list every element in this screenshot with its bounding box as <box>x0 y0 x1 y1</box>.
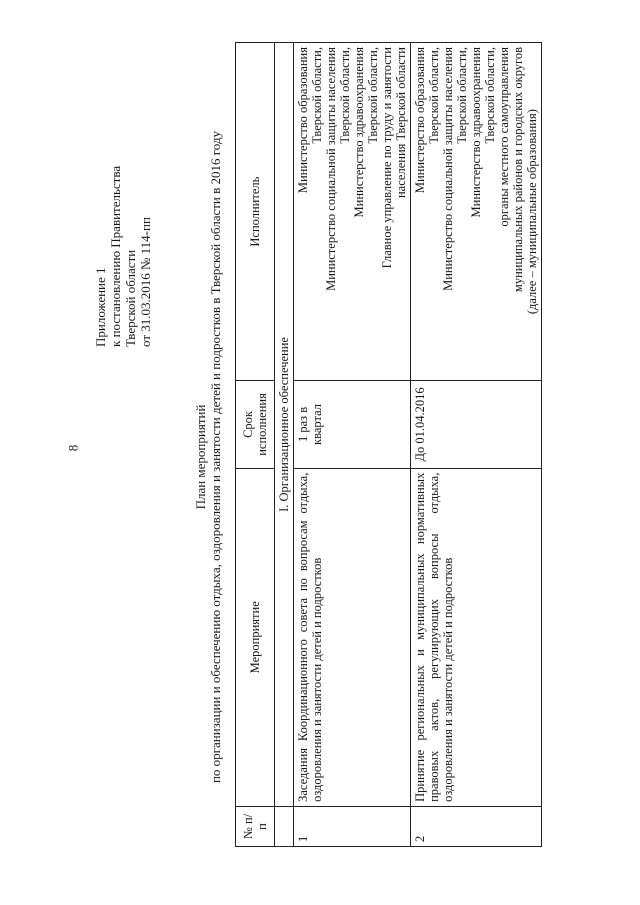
row-activity: Принятие региональных и муниципальных нормативных правовых актов, регулирующих вопросы отдыха, оздоровления и занятости детей и подростков <box>411 468 542 806</box>
executor-line: Министерство образования <box>296 47 310 194</box>
appendix-line-3: Тверской области <box>123 249 138 347</box>
executor-line: Министерство социальной защиты населения <box>324 47 338 291</box>
table-row <box>294 43 411 847</box>
section-title: I. Организационное обеспечение <box>275 43 294 807</box>
header-term: Срок исполнения <box>236 381 275 468</box>
table-row <box>411 43 542 847</box>
executor-line: Министерство социальной защиты населения <box>441 47 455 291</box>
executor-line: муниципальных районов и городских округов <box>511 47 525 293</box>
appendix-line-4: от 31.03.2016 № 114-пп <box>138 217 153 347</box>
header-num: № п/п <box>236 806 275 846</box>
plan-title-line-2: по организации и обеспечению отдыха, оздоровления и занятости детей и подростков в Тверской области в 2016 году <box>208 130 223 784</box>
executor-line: Тверской области, <box>483 47 497 144</box>
appendix-line-1: Приложение 1 <box>93 267 108 347</box>
executor-line: Министерство здравоохранения <box>469 47 483 218</box>
row-num: 2 <box>411 806 542 846</box>
section-num-cell <box>275 806 294 846</box>
table-header-row <box>236 43 275 847</box>
executor-line: населения Тверской области <box>394 47 408 199</box>
executor-line: (далее – муниципальные образования) <box>525 109 539 315</box>
executor-line: Тверской области, <box>455 47 469 144</box>
executor-line: Тверской области, <box>310 47 324 144</box>
row-term: 1 раз в квартал <box>294 381 411 468</box>
plan-title-line-1: План мероприятий <box>193 404 208 510</box>
row-activity: Заседания Координационного совета по вопросам отдыха, оздоровления и занятости детей и подростков <box>294 468 411 806</box>
executor-line: Тверской области, <box>338 47 352 144</box>
row-term: До 01.04.2016 <box>411 381 542 468</box>
executor-line: Министерство образования <box>413 47 427 194</box>
executor-line: Тверской области, <box>427 47 441 144</box>
executor-line: Главное управление по труду и занятости <box>380 47 394 269</box>
row-num: 1 <box>294 806 411 846</box>
row-executor <box>294 43 411 381</box>
executor-line: Тверской области, <box>366 47 380 144</box>
page-number: 8 <box>65 444 81 452</box>
appendix-line-2: к постановлению Правительства <box>108 165 123 347</box>
rotated-page-content <box>25 42 625 872</box>
executor-line: Министерство здравоохранения <box>352 47 366 218</box>
plan-table <box>235 42 542 847</box>
appendix-block <box>93 87 153 347</box>
header-activity: Мероприятие <box>236 468 275 806</box>
header-executor: Исполнитель <box>236 43 275 381</box>
section-row <box>275 43 294 847</box>
row-executor <box>411 43 542 381</box>
executor-line: органы местного самоуправления <box>497 47 511 227</box>
plan-title <box>193 42 223 872</box>
